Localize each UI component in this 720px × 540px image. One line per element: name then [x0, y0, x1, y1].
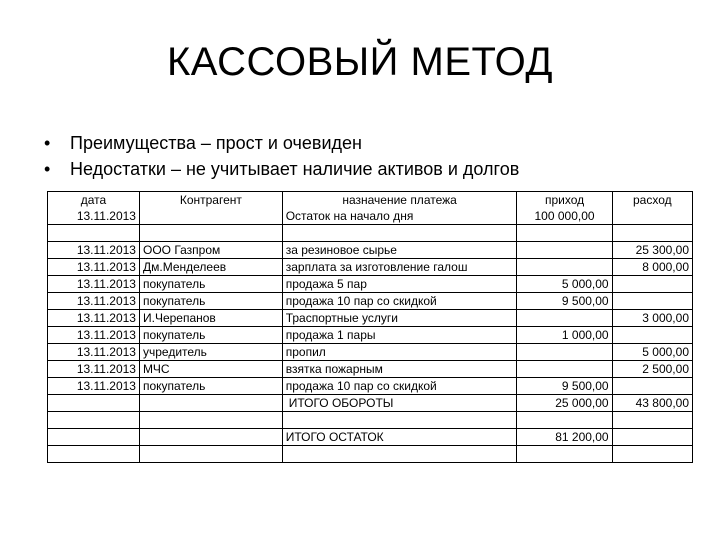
row-date: 13.11.2013 — [48, 327, 140, 344]
row-expense: 8 000,00 — [612, 259, 692, 276]
row-income: 9 500,00 — [517, 378, 612, 395]
row-purpose: продажа 5 пар — [282, 276, 517, 293]
header-income: приход — [517, 192, 612, 209]
row-agent: И.Черепанов — [139, 310, 282, 327]
row-purpose: пропил — [282, 344, 517, 361]
row-expense: 3 000,00 — [612, 310, 692, 327]
row-agent: Дм.Менделеев — [139, 259, 282, 276]
opening-expense — [612, 208, 692, 225]
header-row — [48, 192, 693, 209]
row-purpose: продажа 10 пар со скидкой — [282, 293, 517, 310]
spacer-row — [48, 412, 693, 429]
row-expense: 5 000,00 — [612, 344, 692, 361]
opening-agent — [139, 208, 282, 225]
balance-label: ИТОГО ОСТАТОК — [282, 429, 517, 446]
row-purpose: продажа 1 пары — [282, 327, 517, 344]
row-purpose: зарплата за изготовление галош — [282, 259, 517, 276]
row-income: 1 000,00 — [517, 327, 612, 344]
row-income — [517, 310, 612, 327]
row-expense — [612, 293, 692, 310]
row-date: 13.11.2013 — [48, 276, 140, 293]
spacer-row — [48, 446, 693, 463]
header-date: дата — [48, 192, 140, 209]
row-agent: МЧС — [139, 361, 282, 378]
row-income — [517, 259, 612, 276]
bullet-dot-icon: • — [44, 159, 51, 179]
opening-income: 100 000,00 — [517, 208, 612, 225]
row-expense: 25 300,00 — [612, 242, 692, 259]
slide-title: КАССОВЫЙ МЕТОД — [166, 40, 554, 84]
table-row — [48, 327, 693, 344]
table-row — [48, 310, 693, 327]
header-expense: расход — [612, 192, 692, 209]
table-row — [48, 293, 693, 310]
row-expense — [612, 378, 692, 395]
row-date: 13.11.2013 — [48, 361, 140, 378]
row-agent: ООО Газпром — [139, 242, 282, 259]
bullet-list — [40, 130, 519, 182]
row-income — [517, 344, 612, 361]
row-date: 13.11.2013 — [48, 378, 140, 395]
row-purpose: продажа 10 пар со скидкой — [282, 378, 517, 395]
row-date: 13.11.2013 — [48, 344, 140, 361]
row-purpose: взятка пожарным — [282, 361, 517, 378]
bullet-advantages — [40, 130, 519, 156]
row-agent: покупатель — [139, 293, 282, 310]
header-agent: Контрагент — [139, 192, 282, 209]
row-agent: учредитель — [139, 344, 282, 361]
table-row — [48, 259, 693, 276]
row-income: 9 500,00 — [517, 293, 612, 310]
bullet-text: Недостатки – не учитывает наличие активов и долгов — [70, 159, 520, 179]
row-income — [517, 242, 612, 259]
row-date: 13.11.2013 — [48, 259, 140, 276]
turnover-income: 25 000,00 — [517, 395, 612, 412]
row-purpose: Траспортные услуги — [282, 310, 517, 327]
turnover-expense: 43 800,00 — [612, 395, 692, 412]
turnover-label: ИТОГО ОБОРОТЫ — [282, 395, 517, 412]
opening-date: 13.11.2013 — [48, 208, 140, 225]
row-expense — [612, 327, 692, 344]
row-agent: покупатель — [139, 276, 282, 293]
bullet-disadvantages — [40, 156, 519, 182]
row-date: 13.11.2013 — [48, 310, 140, 327]
bullet-dot-icon: • — [44, 133, 51, 153]
table-row — [48, 361, 693, 378]
table-row — [48, 276, 693, 293]
turnover-row — [48, 395, 693, 412]
balance-income: 81 200,00 — [517, 429, 612, 446]
opening-purpose: Остаток на начало дня — [282, 208, 517, 225]
row-date: 13.11.2013 — [48, 242, 140, 259]
row-purpose: за резиновое сырье — [282, 242, 517, 259]
spacer-row — [48, 225, 693, 242]
row-date: 13.11.2013 — [48, 293, 140, 310]
row-income — [517, 361, 612, 378]
opening-row — [48, 208, 693, 225]
bullet-text: Преимущества – прост и очевиден — [70, 133, 362, 153]
cash-ledger-table — [47, 191, 693, 463]
balance-row — [48, 429, 693, 446]
table-row — [48, 242, 693, 259]
row-expense: 2 500,00 — [612, 361, 692, 378]
row-expense — [612, 276, 692, 293]
table-row — [48, 344, 693, 361]
header-purpose: назначение платежа — [282, 192, 517, 209]
row-income: 5 000,00 — [517, 276, 612, 293]
row-agent: покупатель — [139, 378, 282, 395]
table-row — [48, 378, 693, 395]
row-agent: покупатель — [139, 327, 282, 344]
